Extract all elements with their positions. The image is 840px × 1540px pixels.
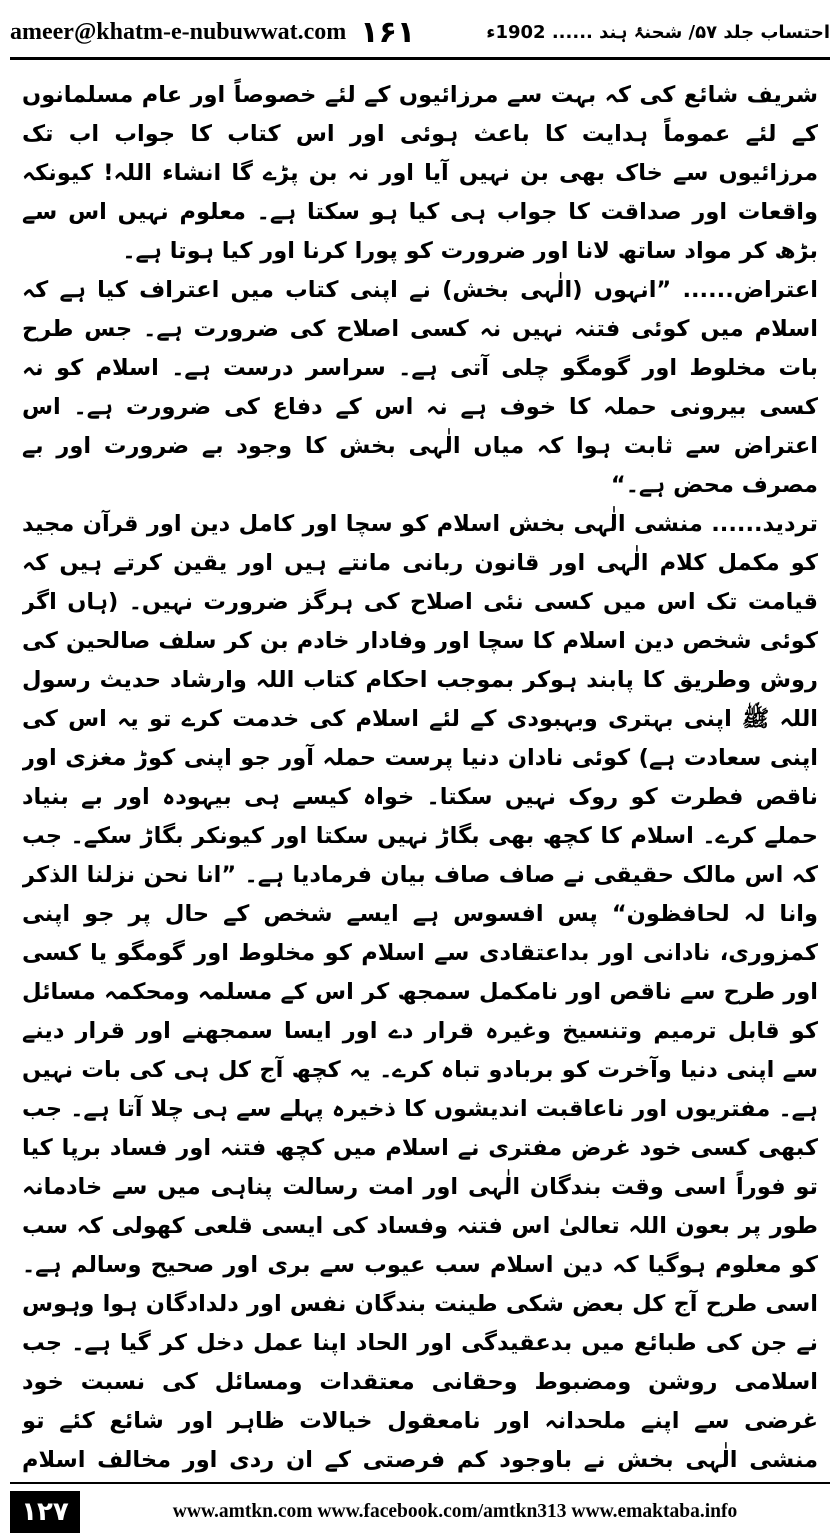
page-header [10, 12, 830, 52]
footer-website-links[interactable]: www.amtkn.com www.facebook.com/amtkn313 www.emaktaba.info [172, 1501, 738, 1522]
header-left [10, 15, 415, 50]
header-book-title: احتساب جلد ۵۷/ شحنۂ ہند ...... 1902ء [486, 21, 830, 43]
paragraph-objection: اعتراض...... ”انہوں (الٰہی بخش) نے اپنی کتاب میں اعتراف کیا ہے کہ اسلام میں کوئی فتنہ نہیں نہ کسی اصلاح کی ضرورت ہے۔ جس طرح بات مخلوط اور گومگو چلی آتی ہے۔ سراسر درست ہے۔ اسلام کو نہ کسی بیرونی حملہ کا خوف ہے نہ اس کے دفاع کی ضرورت ہے۔ اس اعتراض سے ثابت ہوا کہ میاں الٰہی بخش کا وجود بے ضرورت اور بے مصرف محض ہے۔“ [22, 277, 818, 498]
footer-divider [10, 1482, 830, 1484]
paragraph-continuation: شریف شائع کی کہ بہت سے مرزائیوں کے لئے خصوصاً اور عام مسلمانوں کے لئے عموماً ہدایت کا باعث ہوئی اور اس کتاب کا جواب اب تک مرزائیوں سے خاک بھی بن نہیں آیا اور نہ بن پڑے گا انشاء اللہ! کیونکہ واقعات اور صداقت کا جواب ہی کیا ہو سکتا ہے۔ معلوم نہیں اس سے بڑھ کر مواد ساتھ لانا اور ضرورت کو پورا کرنا اور کیا ہوتا ہے۔ [22, 82, 818, 264]
header-email[interactable]: ameer@khatm-e-nubuwwat.com [10, 18, 347, 45]
header-folio-number: ۱۶۱ [360, 14, 416, 50]
footer-page-number: ۱۲۷ [10, 1491, 80, 1533]
paragraph-refutation: تردید...... منشی الٰہی بخش اسلام کو سچا اور کامل دین اور قرآن مجید کو مکمل کلام الٰہی اور قانون ربانی مانتے ہیں اور یقین کرتے ہیں کہ قیامت تک اس میں کسی نئی اصلاح کی ہرگز ضرورت نہیں۔ (ہاں اگر کوئی شخص دین اسلام کا سچا اور وفادار خادم بن کر سلف صالحین کی روش وطریق کا پابند ہوکر بموجب احکام کتاب اللہ وارشاد حدیث رسول اللہ ﷺ اپنی بہتری وبہبودی کے لئے اسلام کی خدمت کرے تو یہ اس کی اپنی سعادت ہے) کوئی نادان دنیا پرست حملہ آور جو اپنی کوڑ مغزی اور ناقص فطرت کو روک نہیں سکتا۔ خواہ کیسے ہی بیہودہ اور بے بنیاد حملے کرے۔ اسلام کا کچھ بھی بگاڑ نہیں سکتا اور کیونکر بگاڑ سکے۔ جب کہ اس مالک حقیقی نے صاف صاف بیان فرمادیا ہے۔ ”انا نحن نزلنا الذکر وانا لہ لحافظون“ پس افسوس ہے ایسے شخص کے حال پر جو اپنی کمزوری، نادانی اور بداعتقادی سے اسلام کو مخلوط اور گومگو یا کسی اور طرح سے ناقص اور نامکمل سمجھ کر اس کے مسلمہ ومحکمہ مسائل کو قابل ترمیم وتنسیخ وغیرہ قرار دے اور ایسا سمجھنے اور قرار دینے سے اپنی دنیا وآخرت کو بربادو تباہ کرے۔ یہ کچھ آج کل ہی کی بات نہیں ہے۔ مفتریوں اور ناعاقبت اندیشوں کا ذخیرہ پہلے سے ہی چلا آتا ہے۔ جب کبھی کسی خود غرض مفتری نے اسلام میں کچھ فتنہ اور فساد برپا کیا تو فوراً اسی وقت بندگان الٰہی اور امت رسالت پناہی میں سے خادمانہ طور پر بعون اللہ تعالیٰ اس فتنہ وفساد کی ایسی قلعی کھولی کہ سب کو معلوم ہوگیا کہ دین اسلام سب عیوب سے بری اور صحیح وسالم ہے۔ اسی طرح آج کل بعض شکی طینت بندگان نفس اور دلدادگان ہوا وہوس نے جن کی طبائع میں بدعقیدگی اور الحاد اپنا عمل دخل کر گیا ہے۔ جب اسلامی روشن ومضبوط وحقانی معتقدات ومسائل کی نسبت خود غرضی سے اپنے ملحدانہ اور نامعقول خیالات ظاہر اور شائع کئے تو منشی الٰہی بخش نے باوجود کم فرصتی کے ان ردی اور مخالف اسلام [22, 511, 818, 1473]
page-footer [10, 1490, 830, 1534]
page-body [22, 76, 818, 1476]
header-divider [10, 57, 830, 60]
